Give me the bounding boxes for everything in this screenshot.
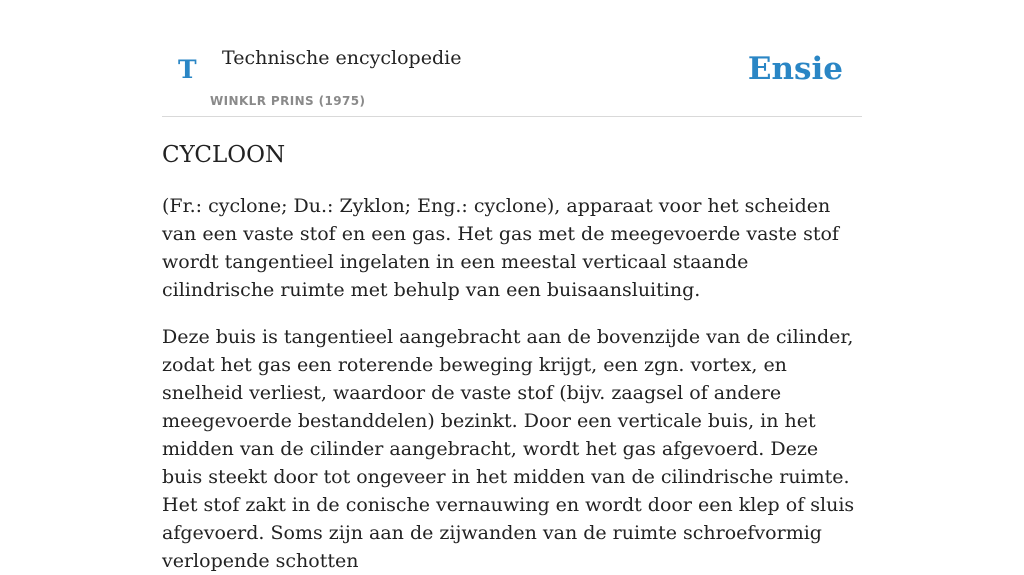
article: [162, 138, 862, 575]
collection-source: WINKLR PRINS (1975): [210, 94, 366, 108]
article-paragraph: Deze buis is tangentieel aangebracht aan de bovenzijde van de cilinder, zodat het gas een roterende beweging krijgt, een zgn. vortex, en snelheid verliest, waardoor de vaste stof (bijv. zaagsel of andere meegevoerde bestanddelen) bezinkt. Door een verticale buis, in het midden van de cilinder aangebracht, wordt het gas afgevoerd. Deze buis steekt door tot ongeveer in het midden van de cilindrische ruimte. Het stof zakt in de conische vernauwing en wordt door een klep of sluis afgevoerd. Soms zijn aan de zijwanden van de ruimte schroefvormig verlopende schotten: [162, 326, 855, 572]
article-paragraph: (Fr.: cyclone; Du.: Zyklon; Eng.: cyclone), apparaat voor het scheiden van een vaste stof en een gas. Het gas met de meegevoerde vaste stof wordt tangentieel ingelaten in een meestal verticaal staande cilindrische ruimte met behulp van een buisaansluiting.: [162, 195, 839, 301]
brand-logo-link[interactable]: Ensie: [747, 51, 843, 87]
collection-logo[interactable]: T: [178, 55, 197, 84]
article-title: CYCLOON: [162, 142, 286, 168]
page-header: [162, 0, 862, 117]
collection-title[interactable]: Technische encyclopedie: [222, 47, 462, 69]
